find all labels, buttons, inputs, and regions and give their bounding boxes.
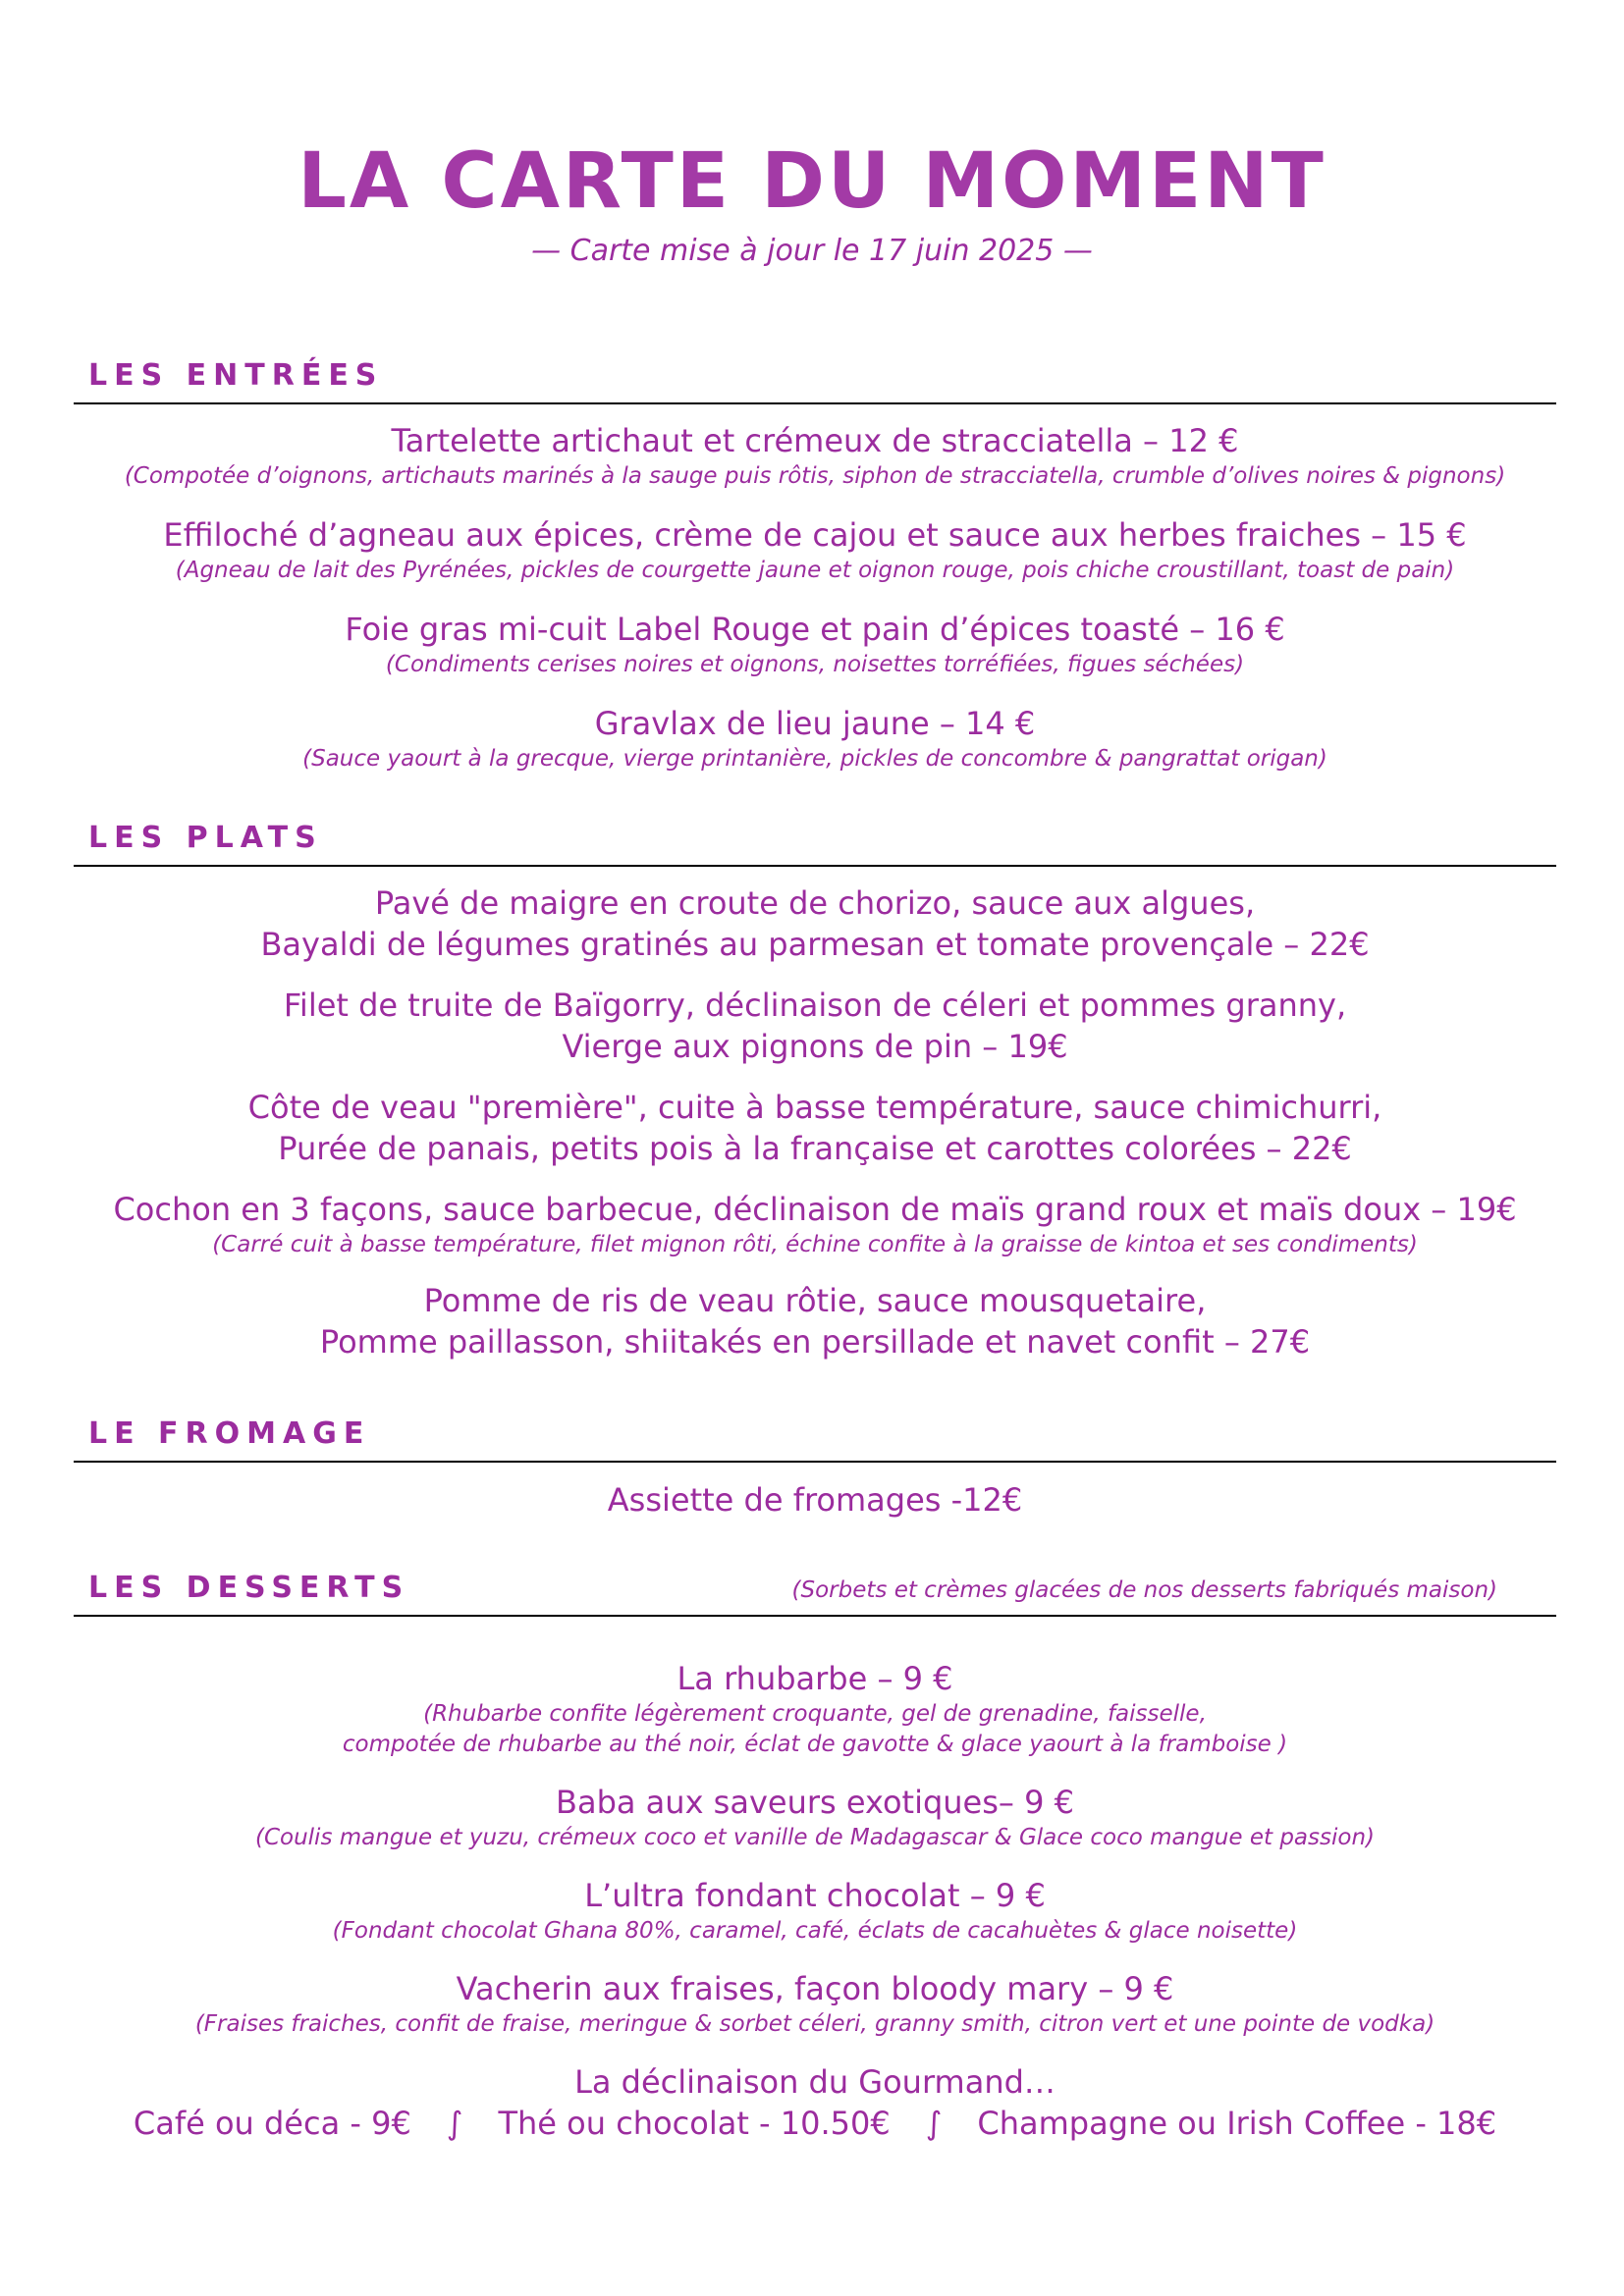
menu-item <box>74 514 1556 586</box>
menu-item <box>74 1968 1556 2040</box>
item-description: (Fraises fraiches, confit de fraise, meringue & sorbet céleri, granny smith, citron vert et une pointe de vodka) <box>194 2011 1435 2037</box>
item-name-line1: Pomme de ris de veau rôtie, sauce mousquetaire, <box>423 1282 1207 1319</box>
section-header <box>74 818 1556 867</box>
item-description: (Compotée d’oignons, artichauts marinés à la sauge puis rôtis, siphon de stracciatella, crumble d’olives noires & pignons) <box>124 463 1506 489</box>
page-subtitle: — Carte mise à jour le 17 juin 2025 — <box>531 234 1093 268</box>
item-name: Effiloché d’agneau aux épices, crème de cajou et sauce aux herbes fraiches – 15 € <box>163 516 1467 554</box>
item-description: (Sauce yaourt à la grecque, vierge printanière, pickles de concombre & pangrattat origan) <box>302 746 1327 772</box>
item-name-line2: Pomme paillasson, shiitakés en persillade et navet confit – 27€ <box>319 1323 1311 1361</box>
section-title: LES ENTRÉES <box>88 358 384 393</box>
section-desserts <box>74 1568 1556 2165</box>
menu-item <box>74 420 1556 492</box>
gourmand-options <box>74 2103 1556 2144</box>
section-header <box>74 355 1556 404</box>
item-description: (Fondant chocolat Ghana 80%, caramel, café, éclats de cacahuètes & glace noisette) <box>332 1918 1298 1944</box>
section-note: (Sorbets et crèmes glacées de nos desserts fabriqués maison) <box>791 1577 1497 1603</box>
menu-item <box>74 609 1556 680</box>
section-header <box>74 1568 1556 1617</box>
item-name: L’ultra fondant chocolat – 9 € <box>584 1877 1046 1914</box>
gourmand-option: Champagne ou Irish Coffee - 18€ <box>977 2105 1497 2142</box>
gourmand-block <box>74 2061 1556 2144</box>
menu-item <box>74 1479 1556 1521</box>
item-name-line2: Vierge aux pignons de pin – 19€ <box>562 1028 1068 1065</box>
page-title: LA CARTE DU MOMENT <box>298 137 1326 226</box>
menu-item <box>74 882 1556 965</box>
separator-glyph: ∫ <box>925 2105 943 2142</box>
item-name: Foie gras mi-cuit Label Rouge et pain d’épices toasté – 16 € <box>345 611 1285 648</box>
menu-item <box>74 1875 1556 1947</box>
item-name: Vacherin aux fraises, façon bloody mary – 9 € <box>456 1970 1174 2007</box>
item-name-line1: Côte de veau "première", cuite à basse température, sauce chimichurri, <box>247 1089 1382 1126</box>
menu-item <box>74 703 1556 774</box>
section-title: LES DESSERTS <box>88 1571 410 1605</box>
menu-item <box>74 985 1556 1067</box>
menu-item <box>74 1782 1556 1853</box>
item-description: (Coulis mangue et yuzu, crémeux coco et vanille de Madagascar & Glace coco mangue et passion) <box>254 1825 1375 1850</box>
item-name: Gravlax de lieu jaune – 14 € <box>594 705 1036 742</box>
gourmand-option: Café ou déca - 9€ <box>133 2105 411 2142</box>
separator-glyph: ∫ <box>446 2105 463 2142</box>
item-description-line1: (Rhubarbe confite légèrement croquante, gel de grenadine, faisselle, <box>423 1701 1207 1727</box>
section-title: LES PLATS <box>88 821 323 855</box>
section-title: LE FROMAGE <box>88 1416 371 1451</box>
section-header <box>74 1414 1556 1463</box>
menu-item <box>74 1189 1556 1260</box>
item-name-line1: Filet de truite de Baïgorry, déclinaison de céleri et pommes granny, <box>283 987 1347 1024</box>
item-name: Tartelette artichaut et crémeux de stracciatella – 12 € <box>391 422 1239 459</box>
item-name: Assiette de fromages -12€ <box>607 1481 1023 1519</box>
menu-item <box>74 1280 1556 1362</box>
section-plats <box>74 818 1556 1382</box>
section-fromage <box>74 1414 1556 1521</box>
item-description: (Agneau de lait des Pyrénées, pickles de courgette jaune et oignon rouge, pois chiche croustillant, toast de pain) <box>175 558 1455 583</box>
menu-item <box>74 1658 1556 1760</box>
section-entrees <box>74 355 1556 797</box>
gourmand-title: La déclinaison du Gourmand… <box>574 2063 1056 2101</box>
item-description: (Carré cuit à basse température, filet mignon rôti, échine confite à la graisse de kintoa et ses condiments) <box>212 1232 1418 1257</box>
item-name-line2: Purée de panais, petits pois à la française et carottes colorées – 22€ <box>278 1130 1352 1167</box>
menu-item <box>74 1087 1556 1169</box>
gourmand-option: Thé ou chocolat - 10.50€ <box>498 2105 891 2142</box>
item-name: Baba aux saveurs exotiques– 9 € <box>556 1784 1074 1821</box>
item-name-line1: Pavé de maigre en croute de chorizo, sauce aux algues, <box>374 884 1256 922</box>
item-name-line2: Bayaldi de légumes gratinés au parmesan et tomate provençale – 22€ <box>260 926 1370 963</box>
item-description-line2: compotée de rhubarbe au thé noir, éclat de gavotte & glace yaourt à la framboise ) <box>342 1732 1288 1757</box>
item-description: (Condiments cerises noires et oignons, noisettes torréfiées, figues séchées) <box>385 652 1245 677</box>
item-name-line1: Cochon en 3 façons, sauce barbecue, déclinaison de maïs grand roux et maïs doux – 19€ <box>113 1191 1517 1228</box>
item-name: La rhubarbe – 9 € <box>677 1660 953 1697</box>
